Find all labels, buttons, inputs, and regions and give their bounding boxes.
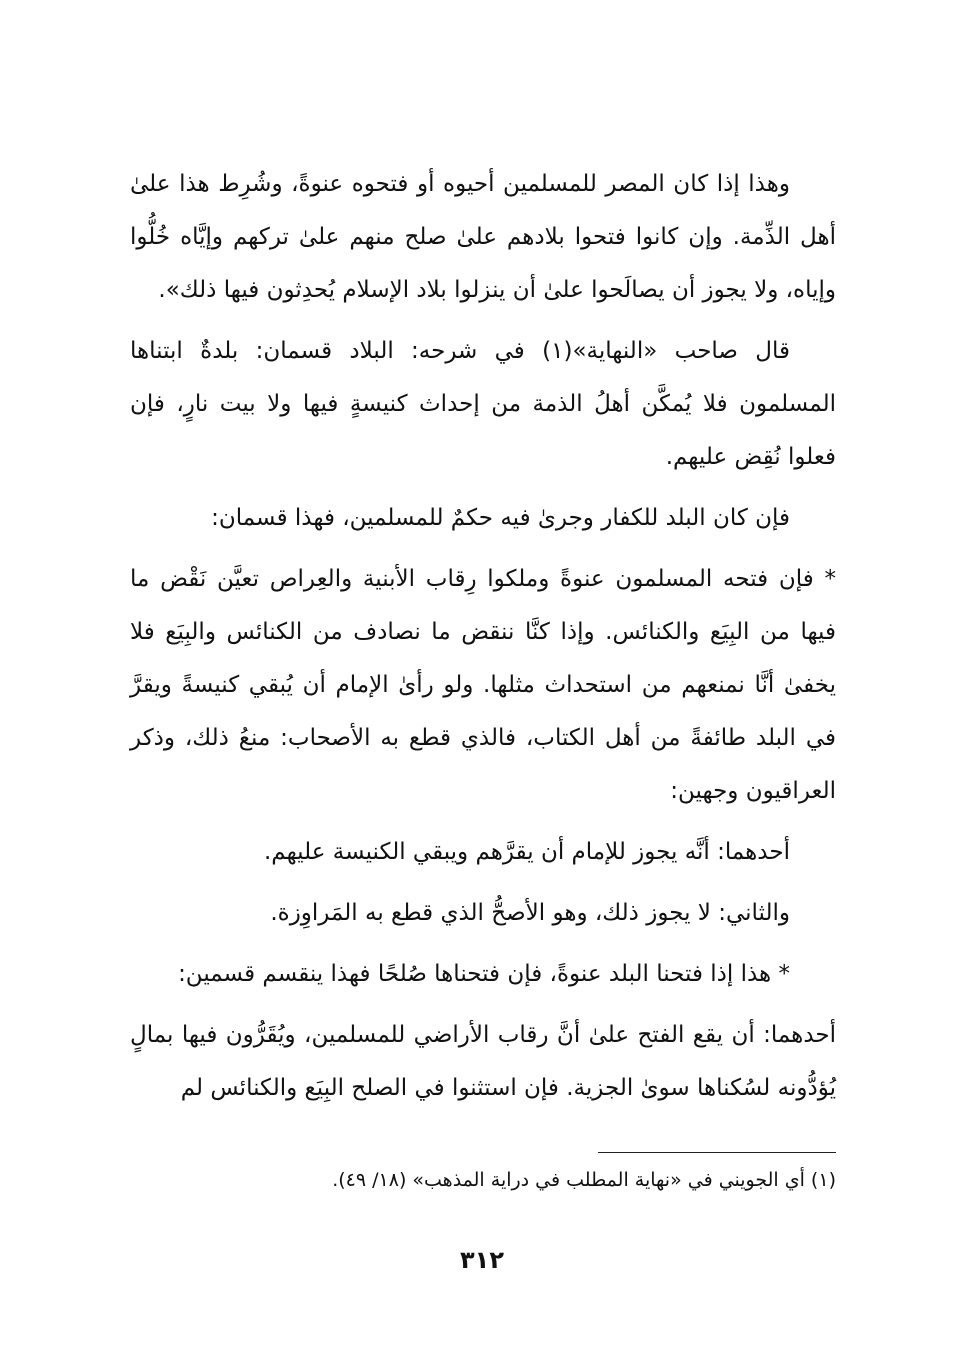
paragraph-4: * فإن فتحه المسلمون عنوةً وملكوا رِقاب الأبنية والعِراص تعيَّن نَقْض ما فيها من البِيَع والكنائس. وإذا كنَّا ننقض ما نصادف من الكنائس والبِيَع فلا يخفىٰ أنَّا نمنعهم من استحداث مثلها. ولو رأىٰ الإمام أن يُبقي كنيسةً ويقرَّ في البلد طائفةً من أهل الكتاب، فالذي قطع به الأصحاب: منعُ ذلك، وذكر العراقيون وجهين:	[130, 566, 836, 804]
paragraph-5: أحدهما: أنَّه يجوز للإمام أن يقرَّهم ويبقي الكنيسة عليهم.	[263, 839, 790, 865]
paragraph-6: والثاني: لا يجوز ذلك، وهو الأصحُّ الذي قطع به المَراوِزة.	[270, 900, 790, 926]
page-number: ٣١٢	[460, 1246, 504, 1274]
footnote: (١) أي الجويني في «نهاية المطلب في دراية المذهب» (١٨/ ٤٩).	[332, 1169, 836, 1191]
footnote-separator	[598, 1152, 836, 1153]
paragraph-2: قال صاحب «النهاية»(١) في شرحه: البلاد قسمان: بلدةٌ ابتناها المسلمون فلا يُمكَّن أهلُ الذمة من إحداث كنيسةٍ فيها ولا بيت نارٍ، فإن فعلوا نُقِض عليهم.	[130, 338, 836, 470]
paragraph-1: وهذا إذا كان المصر للمسلمين أحيوه أو فتحوه عنوةً، وشُرِط هذا علىٰ أهل الذِّمة. وإن كانوا فتحوا بلادهم علىٰ صلح منهم علىٰ تركهم وإيَّاه خُلُّوا وإياه، ولا يجوز أن يصالَحوا علىٰ أن ينزلوا بلاد الإسلام يُحدِثون فيها ذلك».	[130, 171, 836, 303]
paragraph-3: فإن كان البلد للكفار وجرىٰ فيه حكمٌ للمسلمين، فهذا قسمان:	[211, 505, 790, 531]
paragraph-7: * هذا إذا فتحنا البلد عنوةً، فإن فتحناها صُلحًا فهذا ينقسم قسمين:	[178, 961, 790, 987]
main-text	[130, 158, 836, 1115]
paragraph-8: أحدهما: أن يقع الفتح علىٰ أنَّ رقاب الأراضي للمسلمين، ويُقَرُّون فيها بمالٍ يُؤدُّونه لسُكناها سوىٰ الجزية. فإن استثنوا في الصلح البِيَع والكنائس لم	[130, 1022, 836, 1101]
